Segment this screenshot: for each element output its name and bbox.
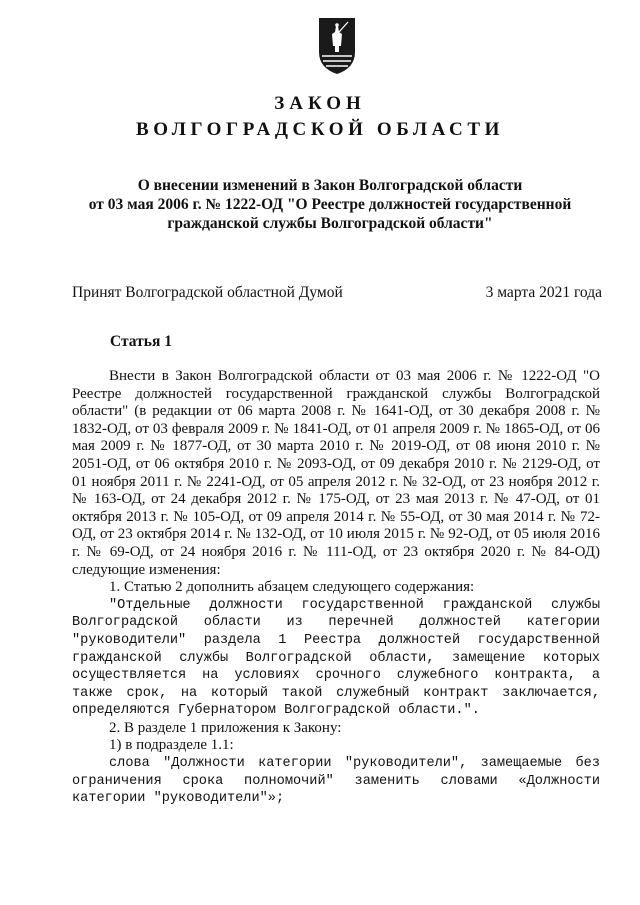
coat-of-arms-icon — [317, 16, 357, 76]
law-heading: ЗАКОН — [274, 93, 366, 114]
region-heading: ВОЛГОГРАДСКОЙ ОБЛАСТИ — [135, 119, 505, 140]
article-intro: Внести в Закон Волгоградской области от 03 мая 2006 г. № 1222-ОД "О Реестре должностей государственной гражданской службы Волгоградской области" (в редакции от 06 марта 2008 г. № 1641-ОД, от 30 декабря 2008 г. № 1832-ОД, от 03 февраля 2009 г. № 1841-ОД, от 01 апреля 2009 г. № 1865-ОД, от 06 мая 2009 г. № 1877-ОД, от 30 марта 2010 г. № 2019-ОД, от 08 июня 2010 г. № 2051-ОД, от 06 октября 2010 г. № 2093-ОД, от 09 декабря 2010 г. № 2129-ОД, от 01 ноября 2011 г. № 2241-ОД, от 05 апреля 2012 г. № 32-ОД, от 23 ноября 2012 г. № 163-ОД, от 24 декабря 2012 г. № 175-ОД, от 23 мая 2013 г. № 47-ОД, от 01 октября 2013 г. № 105-ОД, от 09 апреля 2014 г. № 55-ОД, от 30 мая 2014 г. № 72-ОД, от 23 октября 2014 г. № 132-ОД, от 10 июля 2015 г. № 92-ОД, от 05 июля 2016 г. № 69-ОД, от 24 ноября 2016 г. № 111-ОД, от 23 октября 2020 г. № 84-ОД) следующие изменения: — [72, 368, 600, 578]
item-2: 2. В разделе 1 приложения к Закону: — [109, 719, 342, 736]
item-1: 1. Статью 2 дополнить абзацем следующего содержания: — [109, 579, 475, 596]
article-body — [72, 368, 600, 808]
subtitle-line: гражданской службы Волгоградской области" — [167, 215, 493, 232]
item-2-sub-1: 1) в подразделе 1.1: — [109, 737, 234, 754]
subtitle-line: О внесении изменений в Закон Волгоградской области — [137, 177, 523, 194]
item-2-sub-1-text: слова "Должности категории "руководители", замещаемые без ограничения срока полномочий" заменить словами «Должности категории "руководители"»; — [72, 756, 600, 807]
law-subtitle — [80, 176, 580, 233]
adoption-date: 3 марта 2021 года — [485, 284, 602, 301]
item-1-quote: "Отдельные должности государственной гражданской службы Волгоградской области из перечней должностей категории "руководители" раздела 1 Реестра должностей государственной гражданской службы Волгоградской области, замещение которых осуществляется на условиях срочного служебного контракта, а также срок, на который такой служебный контракт заключается, определяются Губернатором Волгоградской области.". — [72, 597, 600, 719]
subtitle-line: от 03 мая 2006 г. № 1222-ОД "О Реестре должностей государственной — [88, 196, 572, 213]
adopted-by: Принят Волгоградской областной Думой — [72, 284, 343, 301]
article-title: Статья 1 — [110, 333, 172, 350]
